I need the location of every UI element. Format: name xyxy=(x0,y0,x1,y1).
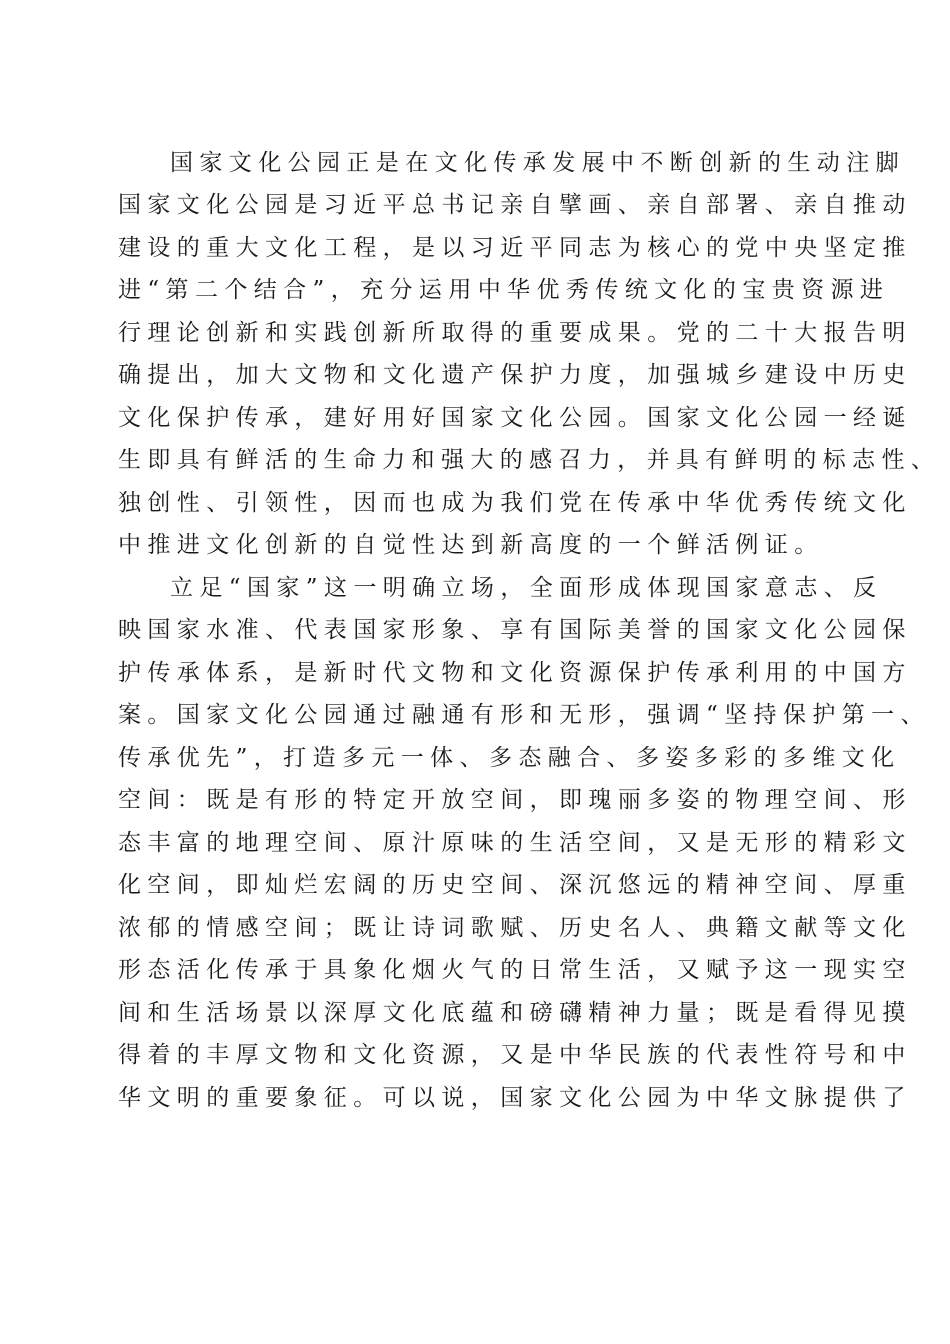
paragraph-heading-line: 国家文化公园正是在文化传承发展中不断创新的生动注脚 xyxy=(170,150,905,176)
text-line: 化空间，即灿烂宏阔的历史空间、深沉悠远的精神空间、厚重 xyxy=(118,872,912,898)
text-line: 空间：既是有形的特定开放空间，即瑰丽多姿的物理空间、形 xyxy=(118,787,912,813)
text-line: 传承优先”，打造多元一体、多态融合、多姿多彩的多维文化 xyxy=(118,745,901,771)
text-line: 独创性、引领性，因而也成为我们党在传承中华优秀传统文化 xyxy=(118,490,912,516)
text-line: 行理论创新和实践创新所取得的重要成果。党的二十大报告明 xyxy=(118,320,912,346)
text-line: 建设的重大文化工程，是以习近平同志为核心的党中央坚定推 xyxy=(118,235,912,261)
text-line: 间和生活场景以深厚文化底蕴和磅礴精神力量；既是看得见摸 xyxy=(118,1000,912,1026)
text-line: 映国家水准、代表国家形象、享有国际美誉的国家文化公园保 xyxy=(118,617,912,643)
text-line: 得着的丰厚文物和文化资源，又是中华民族的代表性符号和中 xyxy=(118,1042,912,1068)
text-line: 态丰富的地理空间、原汁原味的生活空间，又是无形的精彩文 xyxy=(118,830,912,856)
text-line: 确提出，加大文物和文化遗产保护力度，加强城乡建设中历史 xyxy=(118,362,912,388)
text-line: 华文明的重要象征。可以说，国家文化公园为中华文脉提供了 xyxy=(118,1085,912,1111)
text-line: 中推进文化创新的自觉性达到新高度的一个鲜活例证。 xyxy=(118,532,824,558)
paragraph-first-line: 立足“国家”这一明确立场，全面形成体现国家意志、反 xyxy=(170,575,883,601)
text-line: 生即具有鲜活的生命力和强大的感召力，并具有鲜明的标志性、 xyxy=(118,447,941,473)
text-line: 进“第二个结合”，充分运用中华优秀传统文化的宝贵资源进 xyxy=(118,277,890,303)
text-line: 案。国家文化公园通过融通有形和无形，强调“坚持保护第一、 xyxy=(118,702,930,728)
text-line: 护传承体系，是新时代文物和文化资源保护传承利用的中国方 xyxy=(118,660,912,686)
text-line: 国家文化公园是习近平总书记亲自擘画、亲自部署、亲自推动 xyxy=(118,192,912,218)
text-line: 浓郁的情感空间；既让诗词歌赋、历史名人、典籍文献等文化 xyxy=(118,915,912,941)
text-line: 形态活化传承于具象化烟火气的日常生活，又赋予这一现实空 xyxy=(118,957,912,983)
text-line: 文化保护传承，建好用好国家文化公园。国家文化公园一经诞 xyxy=(118,405,912,431)
